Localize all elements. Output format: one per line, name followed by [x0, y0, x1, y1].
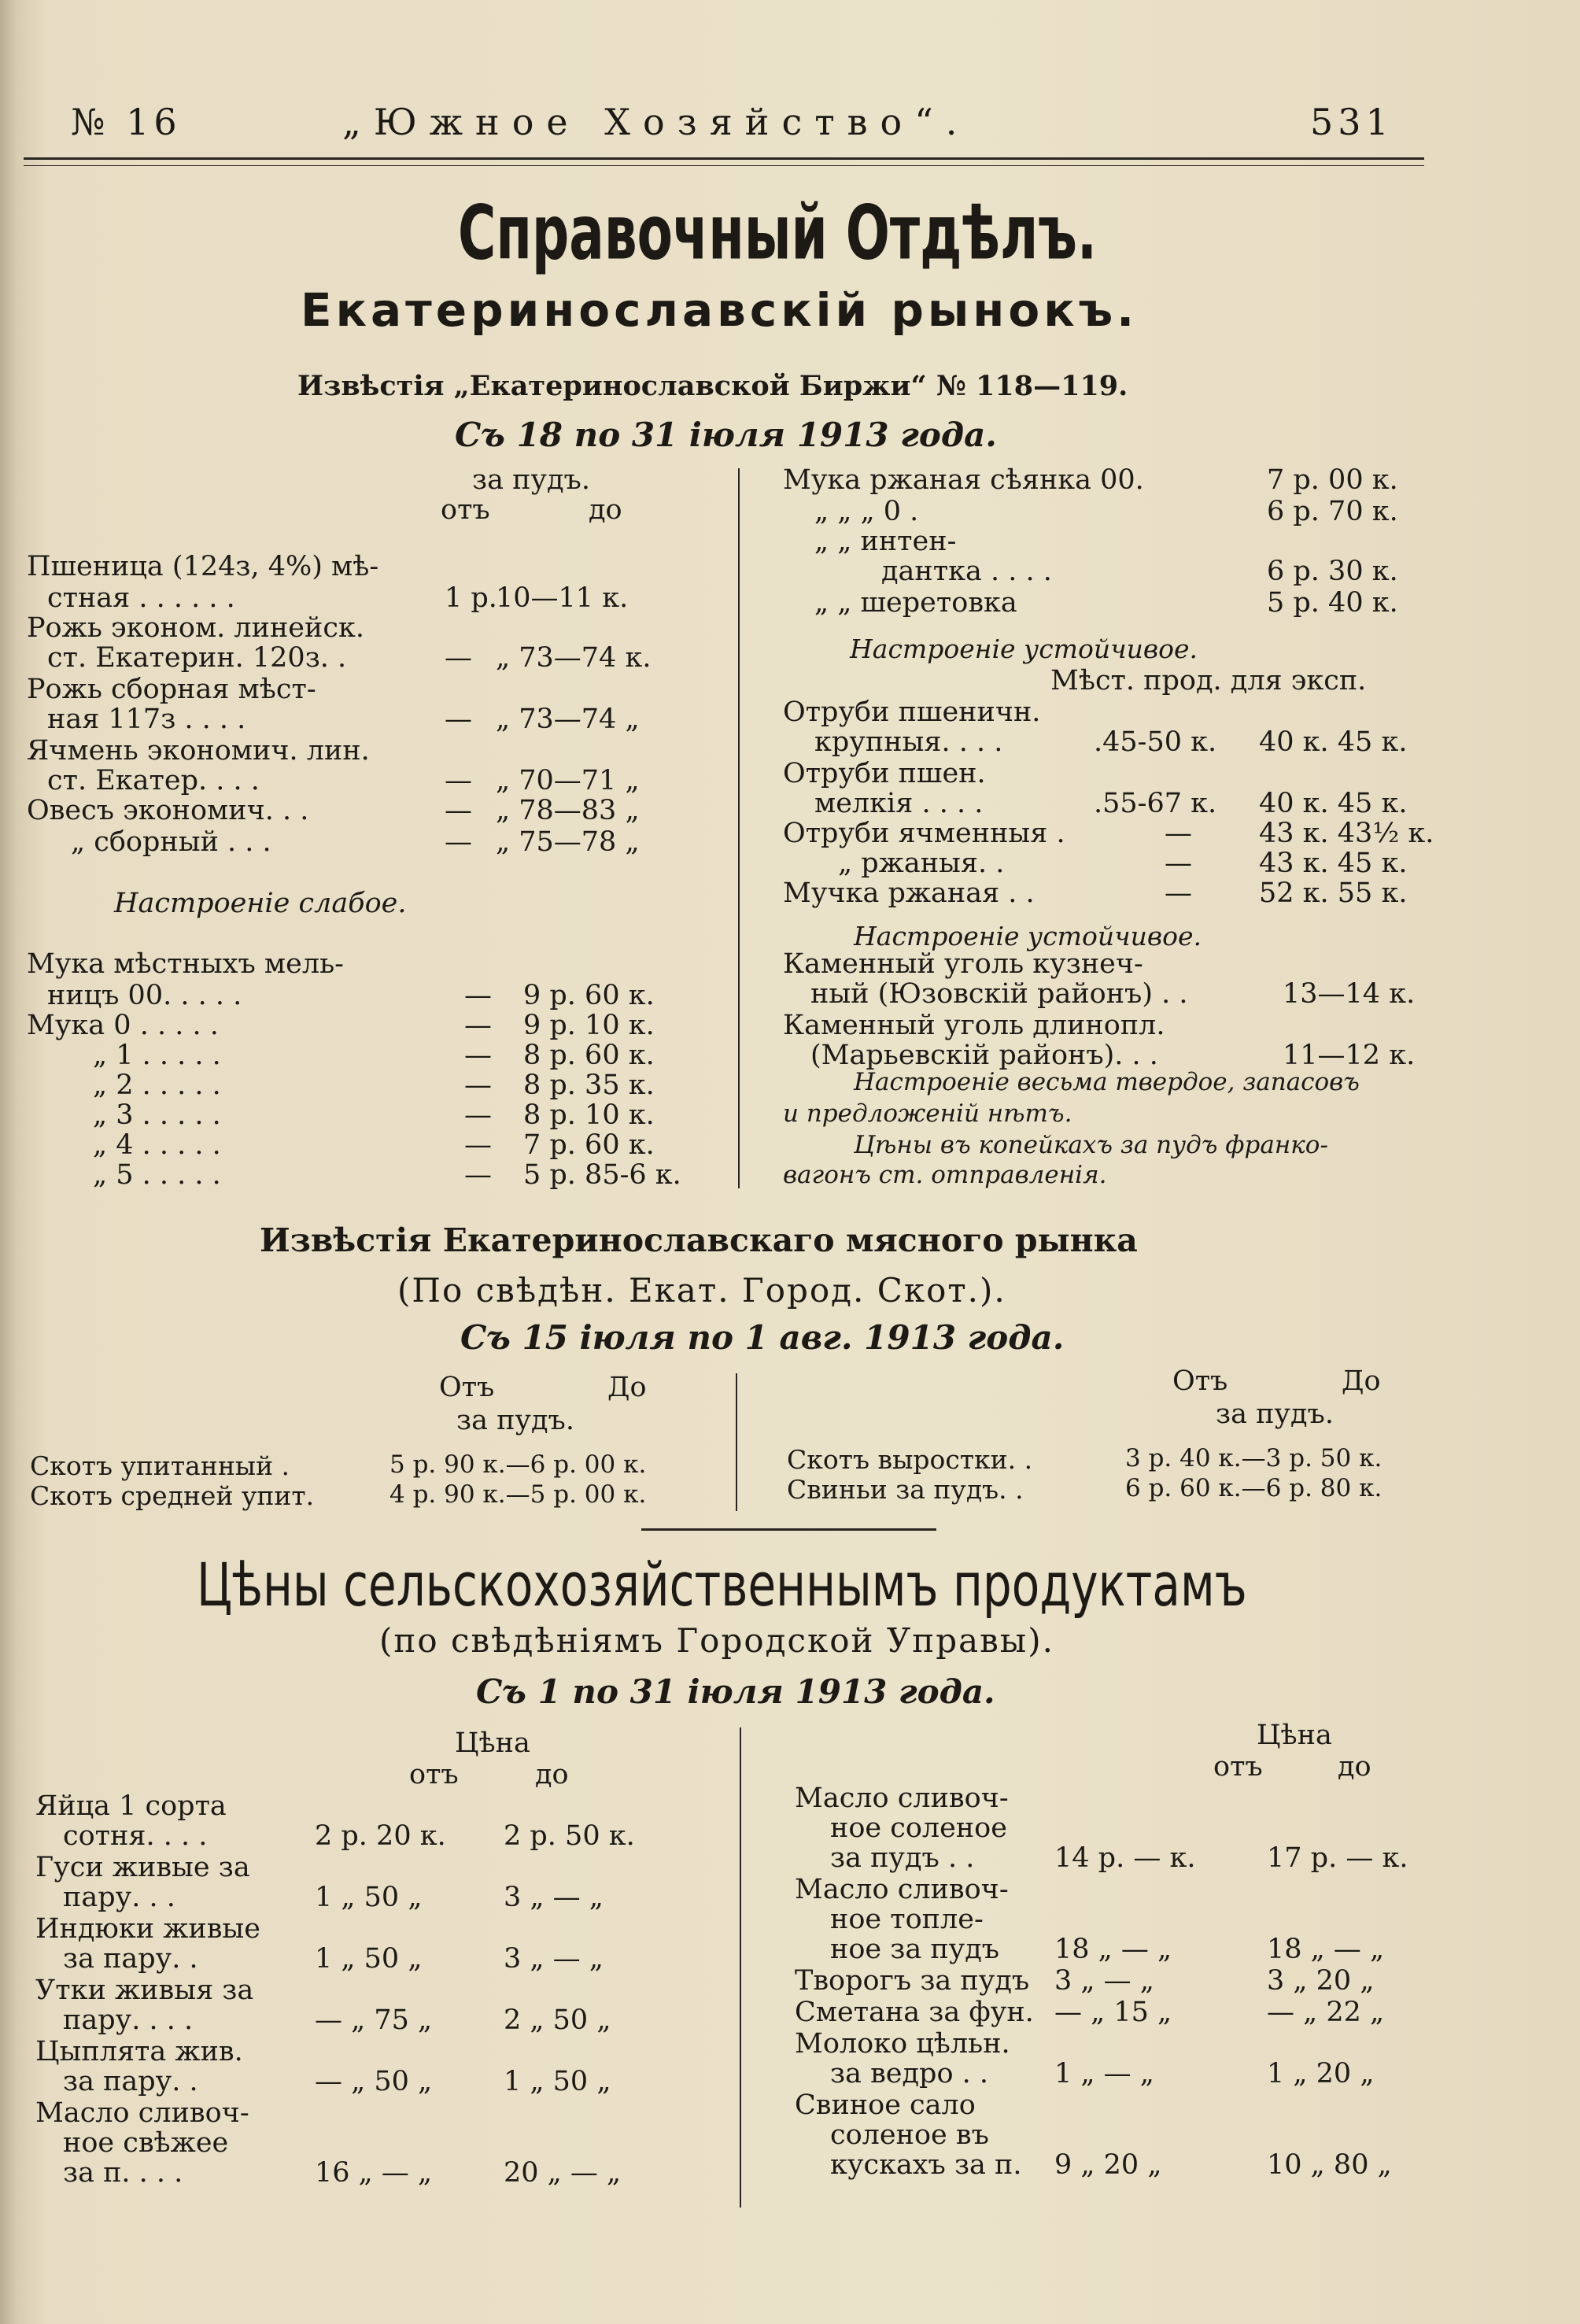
- meat-right-unit: за пудъ.: [1216, 1398, 1334, 1430]
- journal-title: „Южное Хозяйство“.: [342, 101, 970, 143]
- flour-row-from: —: [464, 1099, 492, 1131]
- coal-row-line1: Каменный уголь кузнеч-: [783, 948, 1143, 980]
- flour-row-to: 8 р. 10 к.: [523, 1099, 655, 1131]
- section-title: Справочный Отдѣлъ.: [458, 189, 1097, 277]
- bran-row-export: 52 к. 55 к.: [1259, 878, 1408, 909]
- bran-row-local: —: [1165, 878, 1192, 909]
- grain-row-name: Рожь эконом. линейск.: [27, 612, 364, 644]
- meat-left-unit: за пудъ.: [456, 1405, 574, 1436]
- market-left-col-head: за пудъ.: [472, 464, 590, 496]
- header-rule-thin: [24, 165, 1424, 166]
- flour-row-from: —: [464, 980, 492, 1011]
- bran-row-name: крупныя. . . .: [814, 726, 1003, 758]
- flour-row-name: „ 1 . . . . .: [93, 1040, 221, 1071]
- coal-row-line1: Каменный уголь длинопл.: [783, 1010, 1165, 1041]
- issue-number: № 16: [71, 101, 182, 143]
- meat-products-divider: [641, 1528, 936, 1531]
- market-period: Съ 18 по 31 іюля 1913 года.: [455, 416, 997, 454]
- product-left-from: 1 „ 50 „: [315, 1943, 423, 1975]
- product-right-from: 3 „ — „: [1054, 1965, 1154, 1997]
- products-right-price-head: Цѣна: [1257, 1720, 1332, 1751]
- meat-column-divider: [736, 1373, 737, 1511]
- grain-mood: Настроеніе слабое.: [114, 888, 407, 919]
- bran-row-export: 40 к. 45 к.: [1259, 726, 1408, 758]
- meat-period: Съ 15 іюля по 1 авг. 1913 года.: [460, 1318, 1065, 1357]
- bran-row-name: Отруби пшен.: [783, 758, 986, 789]
- product-left-from: — „ 75 „: [315, 2004, 433, 2036]
- product-left-to: 2 „ 50 „: [504, 2004, 611, 2036]
- products-column-divider: [740, 1727, 741, 2208]
- grain-row-name: ст. Екатерин. 120з. .: [47, 642, 347, 674]
- grain-row-name: „ сборный . . .: [71, 826, 271, 858]
- header-rule: [24, 157, 1424, 160]
- products-left-from-head: отъ: [409, 1759, 459, 1790]
- flour-row-from: —: [464, 1040, 492, 1071]
- flour-row-from: —: [464, 1129, 492, 1161]
- grain-row-name: Овесъ экономич. . .: [27, 795, 309, 826]
- rye-row-name: дантка . . . .: [881, 556, 1052, 587]
- product-left-name: ное свѣжее: [63, 2127, 229, 2159]
- grain-row-name: Рожь сборная мѣст-: [27, 674, 316, 705]
- product-right-name: ное соленое: [830, 1812, 1007, 1844]
- flour-row-to: 5 р. 85-6 к.: [523, 1159, 681, 1191]
- products-left-price-head: Цѣна: [455, 1727, 530, 1759]
- market-column-divider: [738, 468, 740, 1188]
- product-right-to: 10 „ 80 „: [1267, 2149, 1392, 2181]
- bran-row-local: —: [1165, 848, 1192, 879]
- flour-row-to: 8 р. 60 к.: [523, 1040, 655, 1071]
- meat-right-from: Отъ: [1172, 1365, 1228, 1397]
- meat-left-name: Скотъ упитанный .: [30, 1450, 290, 1481]
- product-right-name: Свиное сало: [795, 2089, 976, 2121]
- bran-mood: Настроеніе устойчивое.: [854, 921, 1202, 951]
- grain-row-from: 1 р.: [445, 582, 497, 614]
- flour-row-name: Мука 0 . . . . .: [27, 1010, 219, 1041]
- rye-row-price: 6 р. 30 к.: [1267, 556, 1398, 587]
- flour-row-to: 7 р. 60 к.: [523, 1129, 655, 1161]
- product-left-from: — „ 50 „: [315, 2066, 433, 2097]
- product-right-from: 9 „ 20 „: [1054, 2149, 1162, 2181]
- product-left-to: 1 „ 50 „: [504, 2066, 611, 2097]
- flour-row-name: „ 4 . . . . .: [93, 1129, 221, 1161]
- flour-row-from: —: [464, 1070, 492, 1101]
- coal-row-line2: (Марьевскій районъ). . .: [810, 1040, 1158, 1071]
- product-left-name: Масло сливоч-: [35, 2097, 249, 2129]
- market-left-col-to: до: [589, 494, 622, 526]
- coal-row-price: 11—12 к.: [1283, 1040, 1416, 1071]
- products-title: Цѣны сельскохозяйственнымъ продуктамъ: [197, 1550, 1247, 1620]
- bran-row-local: —: [1165, 818, 1192, 849]
- rye-row-name: „ „ шеретовка: [814, 587, 1017, 619]
- product-left-name: сотня. . . .: [63, 1820, 208, 1852]
- meat-left-name: Скотъ средней упит.: [30, 1480, 315, 1511]
- flour-row-to: 9 р. 10 к.: [523, 1010, 655, 1041]
- meat-right-name: Скотъ выростки. .: [787, 1444, 1033, 1475]
- meat-left-price: 4 р. 90 к.—5 р. 00 к.: [389, 1480, 647, 1509]
- grain-row-to: „ 73—74 „: [496, 704, 640, 735]
- meat-left-from: Отъ: [439, 1372, 495, 1403]
- grain-row-from: —: [445, 826, 472, 858]
- bran-row-name: мелкія . . . .: [814, 788, 984, 819]
- grain-row-name: ст. Екатер. . . .: [47, 765, 260, 796]
- product-right-from: 1 „ — „: [1054, 2058, 1154, 2089]
- flour-row-to: 9 р. 60 к.: [523, 980, 655, 1011]
- product-left-name: Гуси живые за: [35, 1852, 250, 1883]
- rye-row-name: Мука ржаная сѣянка 00.: [783, 464, 1144, 496]
- grain-row-to: „ 73—74 к.: [496, 642, 652, 674]
- product-right-to: 1 „ 20 „: [1267, 2058, 1375, 2089]
- product-right-name: соленое въ: [830, 2119, 989, 2151]
- rye-row-name: „ „ „ 0 .: [814, 496, 919, 527]
- meat-right-price: 3 р. 40 к.—3 р. 50 к.: [1125, 1444, 1382, 1472]
- bran-row-export: 43 к. 43½ к.: [1259, 818, 1434, 849]
- flour-row-from: —: [464, 1010, 492, 1041]
- product-right-from: — „ 15 „: [1054, 1997, 1172, 2028]
- coal-note-1a: Настроеніе весьма твердое, запасовъ: [854, 1068, 1360, 1096]
- product-left-name: Утки живыя за: [35, 1975, 254, 2006]
- meat-left-price: 5 р. 90 к.—6 р. 00 к.: [389, 1450, 647, 1479]
- grain-row-to: „ 70—71 „: [496, 765, 640, 796]
- product-left-name: Яйца 1 сорта: [35, 1790, 227, 1822]
- rye-row-price: 5 р. 40 к.: [1267, 587, 1398, 619]
- coal-note-2a: Цѣны въ копейкахъ за пудъ франко-: [854, 1131, 1328, 1159]
- meat-title: Извѣстія Екатеринославскаго мясного рынка: [260, 1221, 1138, 1259]
- product-left-name: пару. . . .: [63, 2004, 194, 2036]
- grain-row-to: „ 78—83 „: [496, 795, 640, 826]
- flour-row-name: „ 3 . . . . .: [93, 1099, 221, 1131]
- grain-row-from: —: [445, 642, 472, 674]
- product-right-name: за пудъ . .: [830, 1842, 975, 1874]
- product-left-name: за п. . . .: [63, 2157, 183, 2189]
- products-right-from-head: отъ: [1213, 1751, 1263, 1783]
- product-left-to: 3 „ — „: [504, 1943, 604, 1975]
- meat-source: (По свѣдѣн. Екат. Город. Скот.).: [397, 1271, 1006, 1310]
- product-right-to: — „ 22 „: [1267, 1997, 1385, 2028]
- product-right-name: за ведро . .: [830, 2058, 989, 2089]
- product-left-name: Цыплята жив.: [35, 2036, 243, 2067]
- market-left-col-from: отъ: [441, 494, 490, 526]
- bran-row-local: .55-67 к.: [1094, 788, 1217, 819]
- product-left-from: 16 „ — „: [315, 2157, 433, 2189]
- market-title: Екатеринославскій рынокъ.: [301, 283, 1139, 337]
- bran-row-export: 40 к. 45 к.: [1259, 788, 1408, 819]
- flour-row-from: —: [464, 1159, 492, 1191]
- meat-right-to: До: [1342, 1365, 1381, 1397]
- product-right-to: 3 „ 20 „: [1267, 1965, 1375, 1997]
- products-right-to-head: до: [1338, 1751, 1371, 1783]
- product-right-to: 18 „ — „: [1267, 1934, 1385, 1965]
- products-period: Съ 1 по 31 іюля 1913 года.: [476, 1672, 995, 1711]
- flour-row-name: „ 5 . . . . .: [93, 1159, 221, 1191]
- product-left-name: за пару. .: [63, 2066, 198, 2097]
- product-right-name: Масло сливоч-: [795, 1783, 1009, 1814]
- products-left-to-head: до: [535, 1759, 569, 1790]
- flour-row-name: Мука мѣстныхъ мель-: [27, 948, 344, 980]
- grain-row-name: стная . . . . . .: [47, 582, 235, 614]
- rye-mood: Настроеніе устойчивое.: [850, 634, 1198, 664]
- product-right-from: 18 „ — „: [1054, 1934, 1172, 1965]
- product-left-name: за пару. .: [63, 1943, 198, 1975]
- grain-row-from: —: [445, 704, 472, 735]
- product-left-from: 2 р. 20 к.: [315, 1820, 446, 1852]
- grain-row-from: —: [445, 765, 472, 796]
- rye-row-name: „ „ интен-: [814, 526, 957, 557]
- bran-row-export: 43 к. 45 к.: [1259, 848, 1408, 879]
- flour-row-name: „ 2 . . . . .: [93, 1070, 221, 1101]
- product-right-name: кускахъ за п.: [830, 2149, 1022, 2181]
- meat-left-to: До: [607, 1372, 647, 1403]
- product-left-to: 3 „ — „: [504, 1882, 604, 1913]
- bran-row-name: Мучка ржаная . .: [783, 878, 1035, 909]
- market-source: Извѣстія „Екатеринославской Биржи“ № 118—119.: [297, 370, 1128, 402]
- product-left-to: 20 „ — „: [504, 2157, 622, 2189]
- grain-row-from: —: [445, 795, 472, 826]
- flour-row-to: 8 р. 35 к.: [523, 1070, 655, 1101]
- product-right-name: ное за пудъ: [830, 1934, 1000, 1965]
- product-right-name: Сметана за фун.: [795, 1997, 1034, 2028]
- grain-row-name: Пшеница (124з, 4%) мѣ-: [27, 551, 379, 582]
- coal-note-1b: и предложеній нѣтъ.: [783, 1099, 1072, 1128]
- bran-row-name: Отруби пшеничн.: [783, 696, 1041, 728]
- rye-row-price: 7 р. 00 к.: [1267, 464, 1398, 496]
- product-left-from: 1 „ 50 „: [315, 1882, 423, 1913]
- product-right-to: 17 р. — к.: [1267, 1842, 1408, 1874]
- product-left-name: пару. . .: [63, 1882, 175, 1913]
- flour-row-name: ницъ 00. . . . .: [47, 980, 242, 1011]
- grain-row-name: ная 117з . . . .: [47, 704, 246, 735]
- product-right-from: 14 р. — к.: [1054, 1842, 1196, 1874]
- bran-row-name: „ ржаныя. .: [838, 848, 1005, 879]
- coal-row-price: 13—14 к.: [1283, 978, 1416, 1010]
- product-right-name: ное топле-: [830, 1904, 984, 1935]
- coal-row-line2: ный (Юзовскій районъ) . .: [810, 978, 1188, 1010]
- grain-row-to: 10—11 к.: [496, 582, 629, 614]
- product-right-name: Творогъ за пудъ: [795, 1965, 1030, 1997]
- product-left-to: 2 р. 50 к.: [504, 1820, 635, 1852]
- page-number: 531: [1310, 101, 1394, 143]
- coal-note-2b: вагонъ ст. отправленія.: [783, 1161, 1107, 1189]
- grain-row-name: Ячмень экономич. лин.: [27, 735, 370, 767]
- grain-row-to: „ 75—78 „: [496, 826, 640, 858]
- product-right-name: Молоко цѣльн.: [795, 2028, 1010, 2060]
- bran-subhead: Мѣст. прод. для эксп.: [1050, 665, 1367, 696]
- bran-row-local: .45-50 к.: [1094, 726, 1217, 758]
- products-source: (по свѣдѣніямъ Городской Управы).: [379, 1621, 1054, 1660]
- product-right-name: Масло сливоч-: [795, 1874, 1009, 1905]
- meat-right-price: 6 р. 60 к.—6 р. 80 к.: [1125, 1474, 1382, 1502]
- rye-row-price: 6 р. 70 к.: [1267, 496, 1398, 527]
- product-left-name: Индюки живые: [35, 1913, 260, 1945]
- bran-row-name: Отруби ячменныя .: [783, 818, 1065, 849]
- meat-right-name: Свиньи за пудъ. .: [787, 1474, 1024, 1505]
